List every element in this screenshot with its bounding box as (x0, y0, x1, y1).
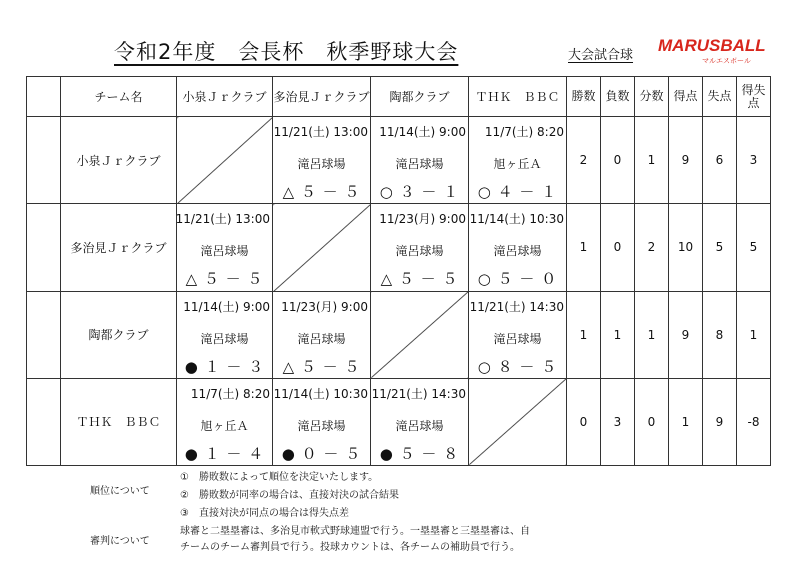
match-cell (273, 291, 371, 378)
logo-main-text: MARUSBALL (658, 36, 766, 55)
match-date: 11/14(土) 9:00 (183, 299, 270, 314)
match-venue: 滝呂球場 (493, 331, 542, 346)
match-venue: 滝呂球場 (395, 418, 444, 433)
self-match-cell (371, 291, 469, 378)
match-venue: 滝呂球場 (200, 331, 249, 346)
header-row (27, 77, 771, 117)
umpire-rule-line: チームのチーム審判員で行う。投球カウントは、各チームの補助員で行う。 (180, 542, 520, 553)
run-differential-header: 得失点 (737, 77, 771, 117)
draws-value: 1 (635, 117, 669, 204)
match-date: 11/23(月) 9:00 (379, 212, 466, 227)
runs-allowed-value: 6 (703, 117, 737, 204)
match-cell (469, 117, 567, 204)
draws-header: 分数 (635, 77, 669, 117)
losses-value: 0 (601, 204, 635, 291)
match-result: ○ ５ － ０ (477, 270, 558, 289)
run-differential-value: 3 (737, 117, 771, 204)
match-date: 11/7(土) 8:20 (190, 386, 270, 401)
wins-header: 勝数 (567, 77, 601, 117)
league-standings-table (26, 76, 771, 466)
marus-ball-logo (658, 36, 766, 70)
ranking-rule: ② 勝敗数が同率の場合は、直接対決の試合結果 (180, 490, 399, 501)
umpire-rule-line: 球審と二塁塁審は、多治見市軟式野球連盟で行う。一塁塁審と三塁塁審は、自 (180, 526, 530, 537)
match-cell (371, 204, 469, 291)
match-venue: 滝呂球場 (297, 331, 346, 346)
match-cell (273, 378, 371, 465)
match-venue: 滝呂球場 (297, 157, 346, 172)
team-row (27, 291, 771, 378)
match-cell (371, 378, 469, 465)
losses-header: 負数 (601, 77, 635, 117)
run-differential-value: 1 (737, 291, 771, 378)
match-result: △ ５ － ５ (380, 270, 459, 289)
match-venue: 滝呂球場 (200, 244, 249, 259)
team-name-header: チーム名 (61, 77, 177, 117)
team-name-cell: 小泉Ｊｒクラブ (61, 117, 177, 204)
runs-scored-header: 得点 (669, 77, 703, 117)
wins-value: 1 (567, 204, 601, 291)
match-result: △ ５ － ５ (282, 357, 361, 376)
runs-allowed-value: 8 (703, 291, 737, 378)
match-venue: 滝呂球場 (297, 418, 346, 433)
runs-scored-value: 9 (669, 291, 703, 378)
match-date: 11/21(土) 14:30 (469, 299, 564, 314)
umpire-label: 審判について (90, 536, 150, 547)
match-date: 11/7(土) 8:20 (484, 125, 564, 140)
wins-value: 2 (567, 117, 601, 204)
match-venue: 旭ヶ丘Ａ (200, 418, 249, 433)
match-date: 11/21(土) 14:30 (371, 386, 466, 401)
losses-value: 1 (601, 291, 635, 378)
runs-allowed-value: 5 (703, 204, 737, 291)
ranking-label: 順位について (90, 486, 150, 497)
match-venue: 滝呂球場 (493, 244, 542, 259)
self-match-cell (273, 204, 371, 291)
match-cell (469, 204, 567, 291)
self-match-cell (177, 117, 273, 204)
official-ball-label: 大会試合球 (568, 48, 634, 63)
self-match-cell (469, 378, 567, 465)
ranking-rule: ① 勝敗数によって順位を決定いたします。 (180, 472, 379, 483)
match-cell (273, 117, 371, 204)
team-row (27, 117, 771, 204)
match-date: 11/23(月) 9:00 (281, 299, 368, 314)
team-name-cell: 多治見Ｊｒクラブ (61, 204, 177, 291)
match-result: ● ５ － ８ (379, 444, 460, 463)
opponent-header: ＴＨＫ ＢＢＣ (469, 77, 567, 117)
ranking-rule: ③ 直接対決が同点の場合は得失点差 (180, 508, 349, 519)
match-cell (177, 204, 273, 291)
rank-cell (27, 117, 61, 204)
match-date: 11/14(土) 10:30 (469, 212, 564, 227)
match-result: ● １ － ４ (184, 444, 265, 463)
opponent-header: 陶都クラブ (371, 77, 469, 117)
match-result: △ ５ － ５ (282, 183, 361, 202)
team-name-cell: ＴＨＫ ＢＢＣ (61, 378, 177, 465)
draws-value: 0 (635, 378, 669, 465)
losses-value: 3 (601, 378, 635, 465)
team-row (27, 378, 771, 465)
match-date: 11/21(土) 13:00 (175, 212, 270, 227)
match-date: 11/14(土) 9:00 (379, 125, 466, 140)
match-venue: 旭ヶ丘Ａ (493, 157, 542, 172)
runs-allowed-header: 失点 (703, 77, 737, 117)
team-row (27, 204, 771, 291)
page-title: 令和2年度 会長杯 秋季野球大会 (114, 40, 459, 64)
rank-cell (27, 378, 61, 465)
match-venue: 滝呂球場 (395, 157, 444, 172)
match-cell (469, 291, 567, 378)
match-cell (177, 291, 273, 378)
rank-cell (27, 291, 61, 378)
losses-value: 0 (601, 117, 635, 204)
match-cell (371, 117, 469, 204)
logo-sub-text: マルエスボール (702, 57, 751, 65)
draws-value: 1 (635, 291, 669, 378)
match-result: ● １ － ３ (184, 357, 265, 376)
blank-header-cell (27, 77, 61, 117)
match-cell (177, 378, 273, 465)
match-result: ● ０ － ５ (281, 444, 362, 463)
match-result: ○ ８ － ５ (477, 357, 558, 376)
team-name-cell: 陶都クラブ (61, 291, 177, 378)
match-date: 11/14(土) 10:30 (273, 386, 368, 401)
match-result: △ ５ － ５ (185, 270, 264, 289)
match-result: ○ ４ － １ (477, 183, 558, 202)
runs-scored-value: 1 (669, 378, 703, 465)
run-differential-value: 5 (737, 204, 771, 291)
runs-scored-value: 9 (669, 117, 703, 204)
match-result: ○ ３ － １ (379, 183, 460, 202)
opponent-header: 小泉Ｊｒクラブ (177, 77, 273, 117)
rank-cell (27, 204, 61, 291)
runs-scored-value: 10 (669, 204, 703, 291)
draws-value: 2 (635, 204, 669, 291)
wins-value: 1 (567, 291, 601, 378)
wins-value: 0 (567, 378, 601, 465)
match-venue: 滝呂球場 (395, 244, 444, 259)
match-date: 11/21(土) 13:00 (273, 125, 368, 140)
opponent-header: 多治見Ｊｒクラブ (273, 77, 371, 117)
run-differential-value: -8 (737, 378, 771, 465)
runs-allowed-value: 9 (703, 378, 737, 465)
